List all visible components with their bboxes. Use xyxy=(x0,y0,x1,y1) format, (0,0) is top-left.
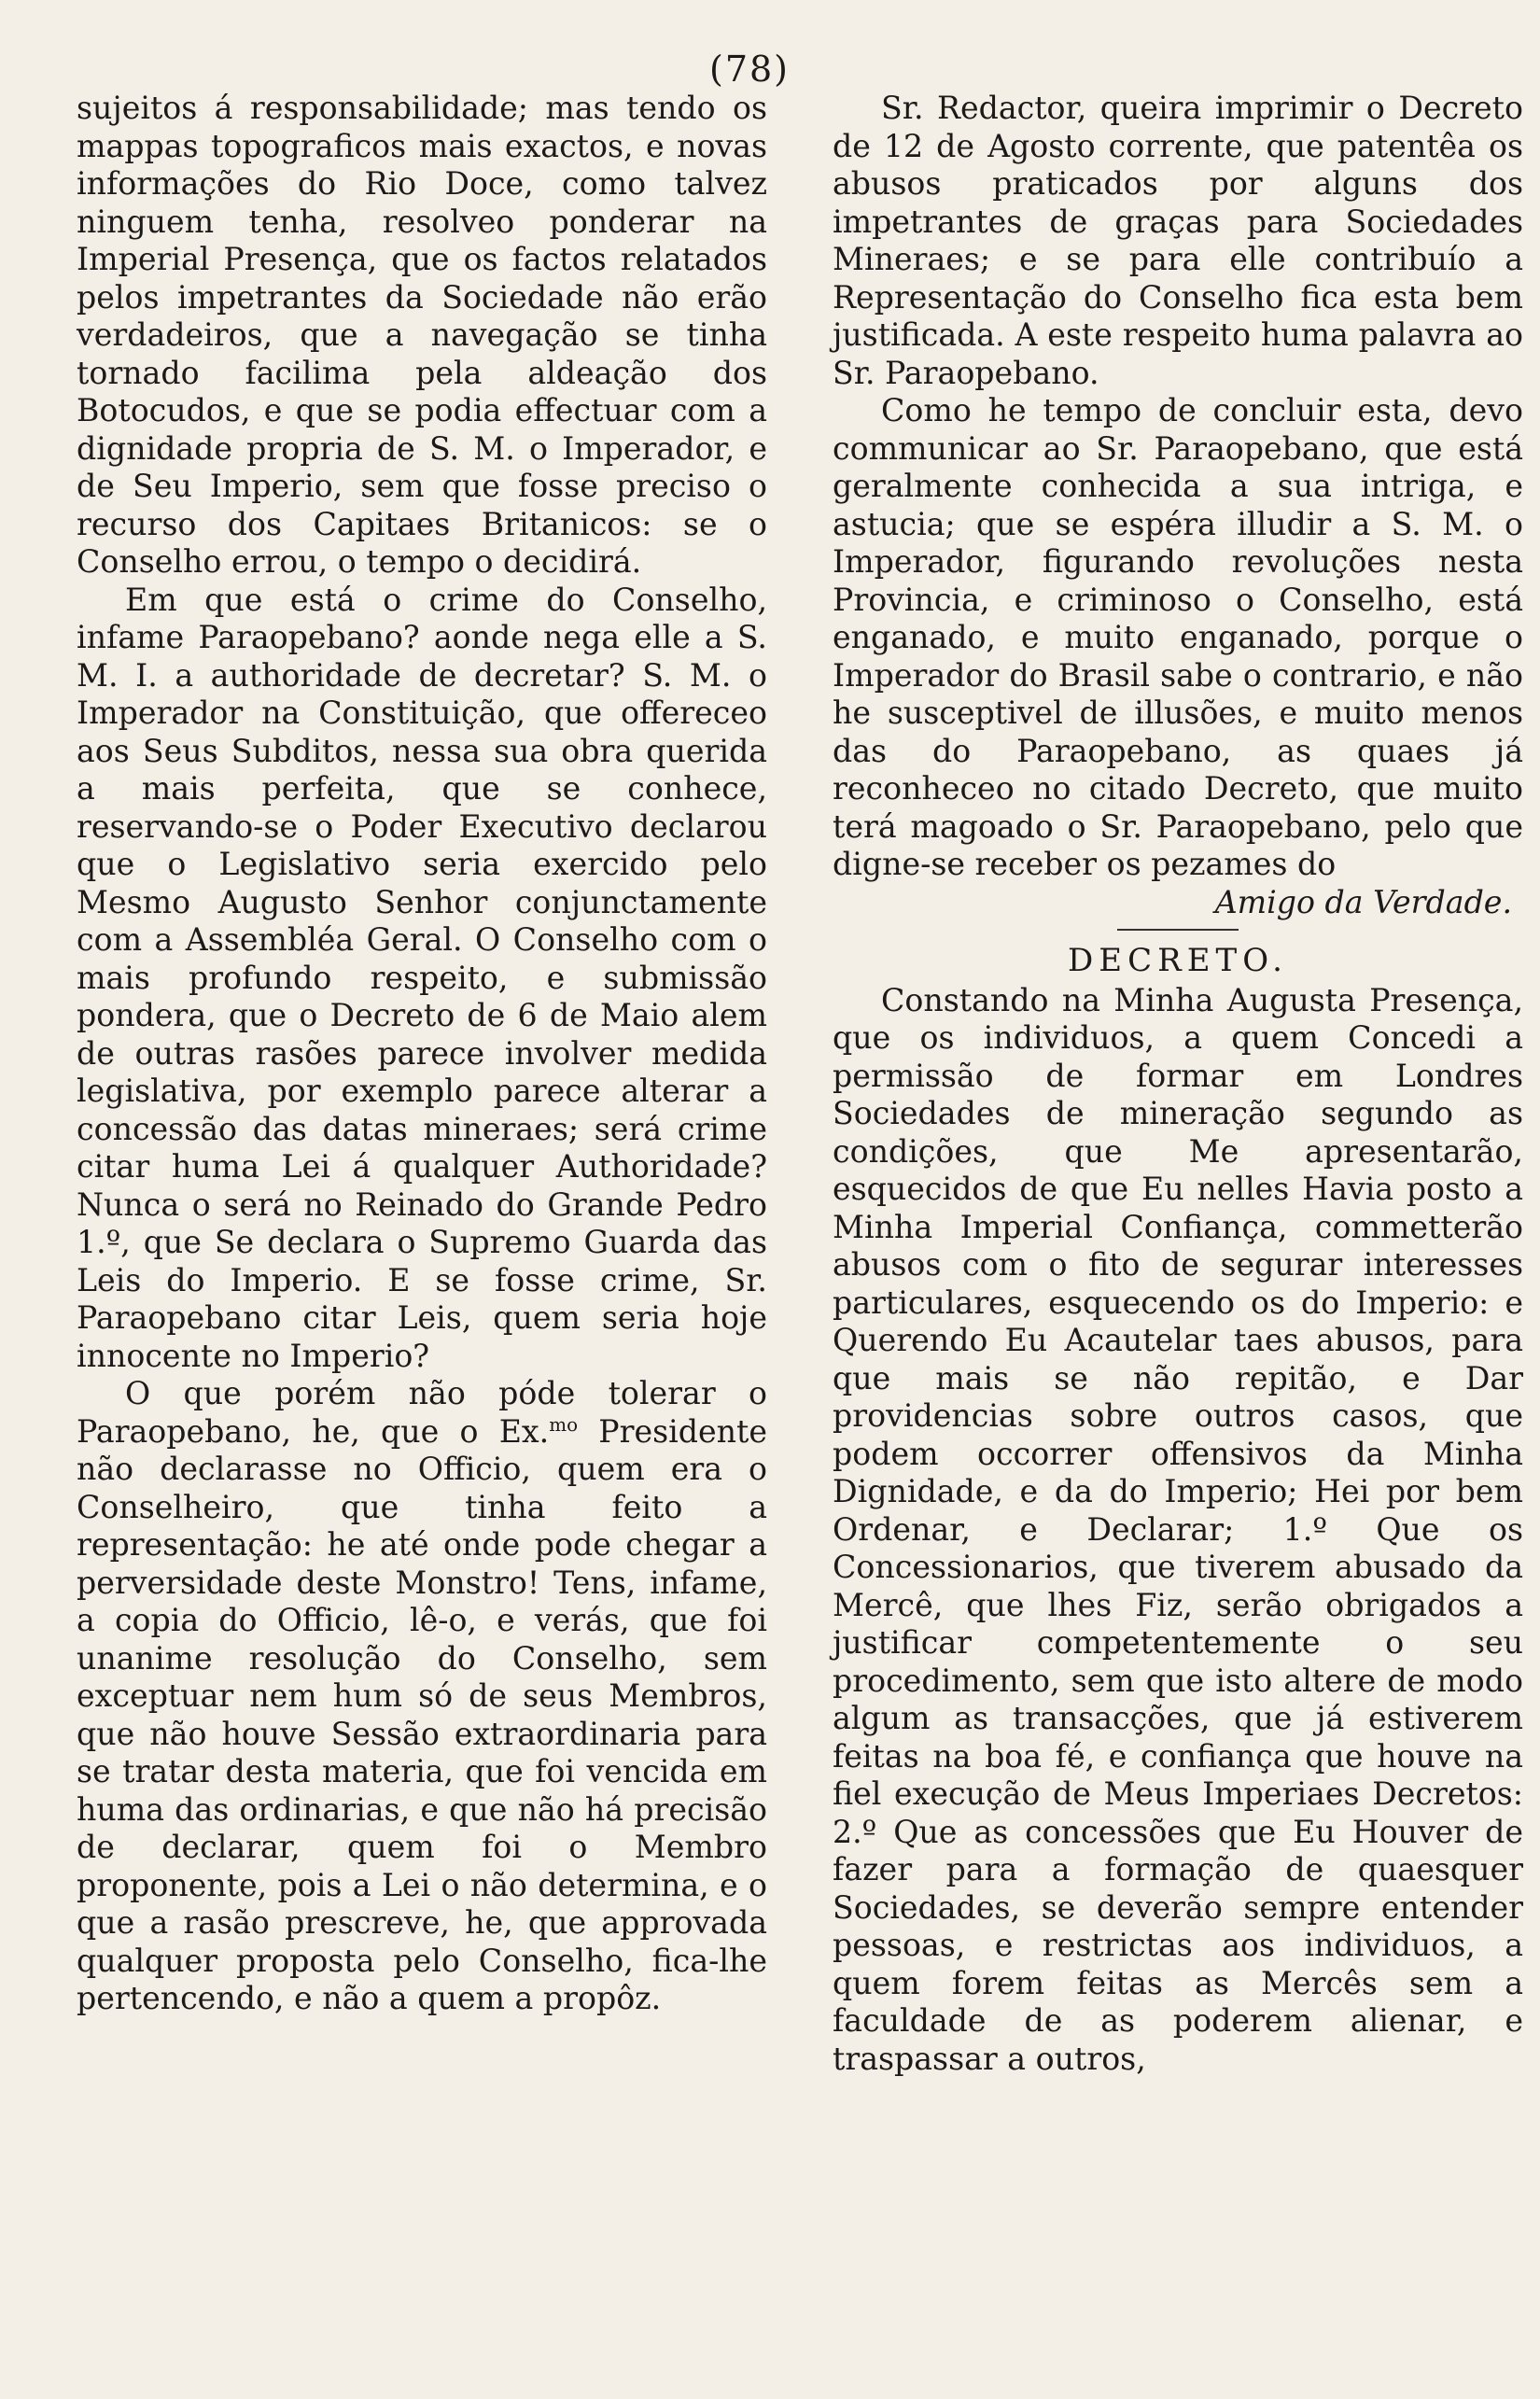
right-paragraph-2: Como he tempo de concluir esta, devo communicar ao Sr. Paraopebano, que está geralmente conhecida a sua intriga, e astucia; que se espéra illudir a S. M. o Imperador, figurando revoluções nesta Provincia, e criminoso o Conselho, está enganado, e muito enganado, porque o Imperador do Brasil sabe o contrario, e não he susceptivel de illusões, e muito menos das do Paraopebano, as quaes já reconheceo no citado Decreto, que muito terá magoado o Sr. Paraopebano, pelo que digne-se receber os pezames do xyxy=(833,392,1523,882)
right-column xyxy=(833,90,1523,2367)
text-columns xyxy=(77,90,1523,2367)
decree-text: Constando na Minha Augusta Presença, que os individuos, a quem Concedi a permissão de formar em Londres Sociedades de mineração segundo as condições, que Me apresentarão, esquecidos de que Eu nelles Havia posto a Minha Imperial Confiança, commetterão abusos com o fito de segurar interesses particulares, esquecendo os do Imperio: e Querendo Eu Acautelar taes abusos, para que mais se não repitão, e Dar providencias sobre outros casos, que podem occorrer offensivos da Minha Dignidade, e da do Imperio; Hei por bem Ordenar, e Declarar; 1.º Que os Concessionarios, que tiverem abusado da Mercê, que lhes Fiz, serão obrigados a justificar competentemente o seu procedimento, sem que isto altere de modo algum as transacções, que já estiverem feitas na boa fé, e confiança que houve na fiel execução de Meus Imperiaes Decretos: 2.º Que as concessões que Eu Houver de fazer para a formação de quaesquer Sociedades, se deverão sempre entender pessoas, e restrictas aos individuos, a quem forem feitas as Mercês sem a faculdade de as poderem alienar, e traspassar a outros, xyxy=(833,981,1523,2077)
left-paragraph-1: sujeitos á responsabilidade; mas tendo os mappas topograficos mais exactos, e novas informações do Rio Doce, como talvez ninguem tenha, resolveo ponderar na Imperial Presença, que os factos relatados pelos impetrantes da Sociedade não erão verdadeiros, que a navegação se tinha tornado facilima pela aldeação dos Botocudos, e que se podia effectuar com a dignidade propria de S. M. o Imperador, e de Seu Imperio, sem que fosse preciso o recurso dos Capitaes Britanicos: se o Conselho errou, o tempo o decidirá. xyxy=(77,90,767,580)
page-number: (78) xyxy=(709,49,791,90)
left-paragraph-2: Em que está o crime do Conselho, infame Paraopebano? aonde nega elle a S. M. I. a authoridade de decretar? S. M. o Imperador na Constituição, que offereceo aos Seus Subditos, nessa sua obra querida a mais perfeita, que se conhece, reservando-se o Poder Executivo declarou que o Legislativo seria exercido pelo Mesmo Augusto Senhor conjunctamente com a Assembléa Geral. O Conselho com o mais profundo respeito, e submissão pondera, que o Decreto de 6 de Maio alem de outras rasões parece involver medida legislativa, por exemplo parece alterar a concessão das datas mineraes; será crime citar huma Lei á qualquer Authoridade? Nunca o será no Reinado do Grande Pedro 1.º, que Se declara o Supremo Guarda das Leis do Imperio. E se fosse crime, Sr. Paraopebano citar Leis, quem seria hoje innocente no Imperio? xyxy=(77,581,767,1374)
section-divider xyxy=(1117,929,1239,931)
superscript-mo: mo xyxy=(549,1413,579,1436)
right-paragraph-1: Sr. Redactor, queira imprimir o Decreto de 12 de Agosto corrente, que patentêa os abusos praticados por alguns dos impetrantes de graças para Sociedades Mineraes; e se para elle contribuío a Representação do Conselho fica esta bem justificada. A este respeito huma palavra ao Sr. Paraopebano. xyxy=(833,90,1523,391)
left-paragraph-3-rest: Presidente não declarasse no Officio, quem era o Conselheiro, que tinha feito a representação: he até onde pode chegar a perversidade deste Monstro! Tens, infame, a copia do Officio, lê-o, e verás, que foi unanime resolução do Conselho, sem exceptuar nem hum só de seus Membros, que não houve Sessão extraordinaria para se tratar desta materia, que foi vencida em huma das ordinarias, e que não há precisão de declarar, quem foi o Membro proponente, pois a Lei o não determina, e o que a rasão prescreve, he, que approvada qualquer proposta pelo Conselho, fica-lhe pertencendo, e não a quem a propôz. xyxy=(77,1412,767,2016)
decree-heading: DECRETO. xyxy=(1068,942,1288,979)
left-paragraph-3 xyxy=(77,1375,767,2018)
left-column xyxy=(77,90,767,2367)
left-paragraph-3-start: O que porém não póde tolerar o Paraopebano, he, que o Ex. xyxy=(77,1375,767,1450)
signature: Amigo da Verdade. xyxy=(1214,883,1512,920)
